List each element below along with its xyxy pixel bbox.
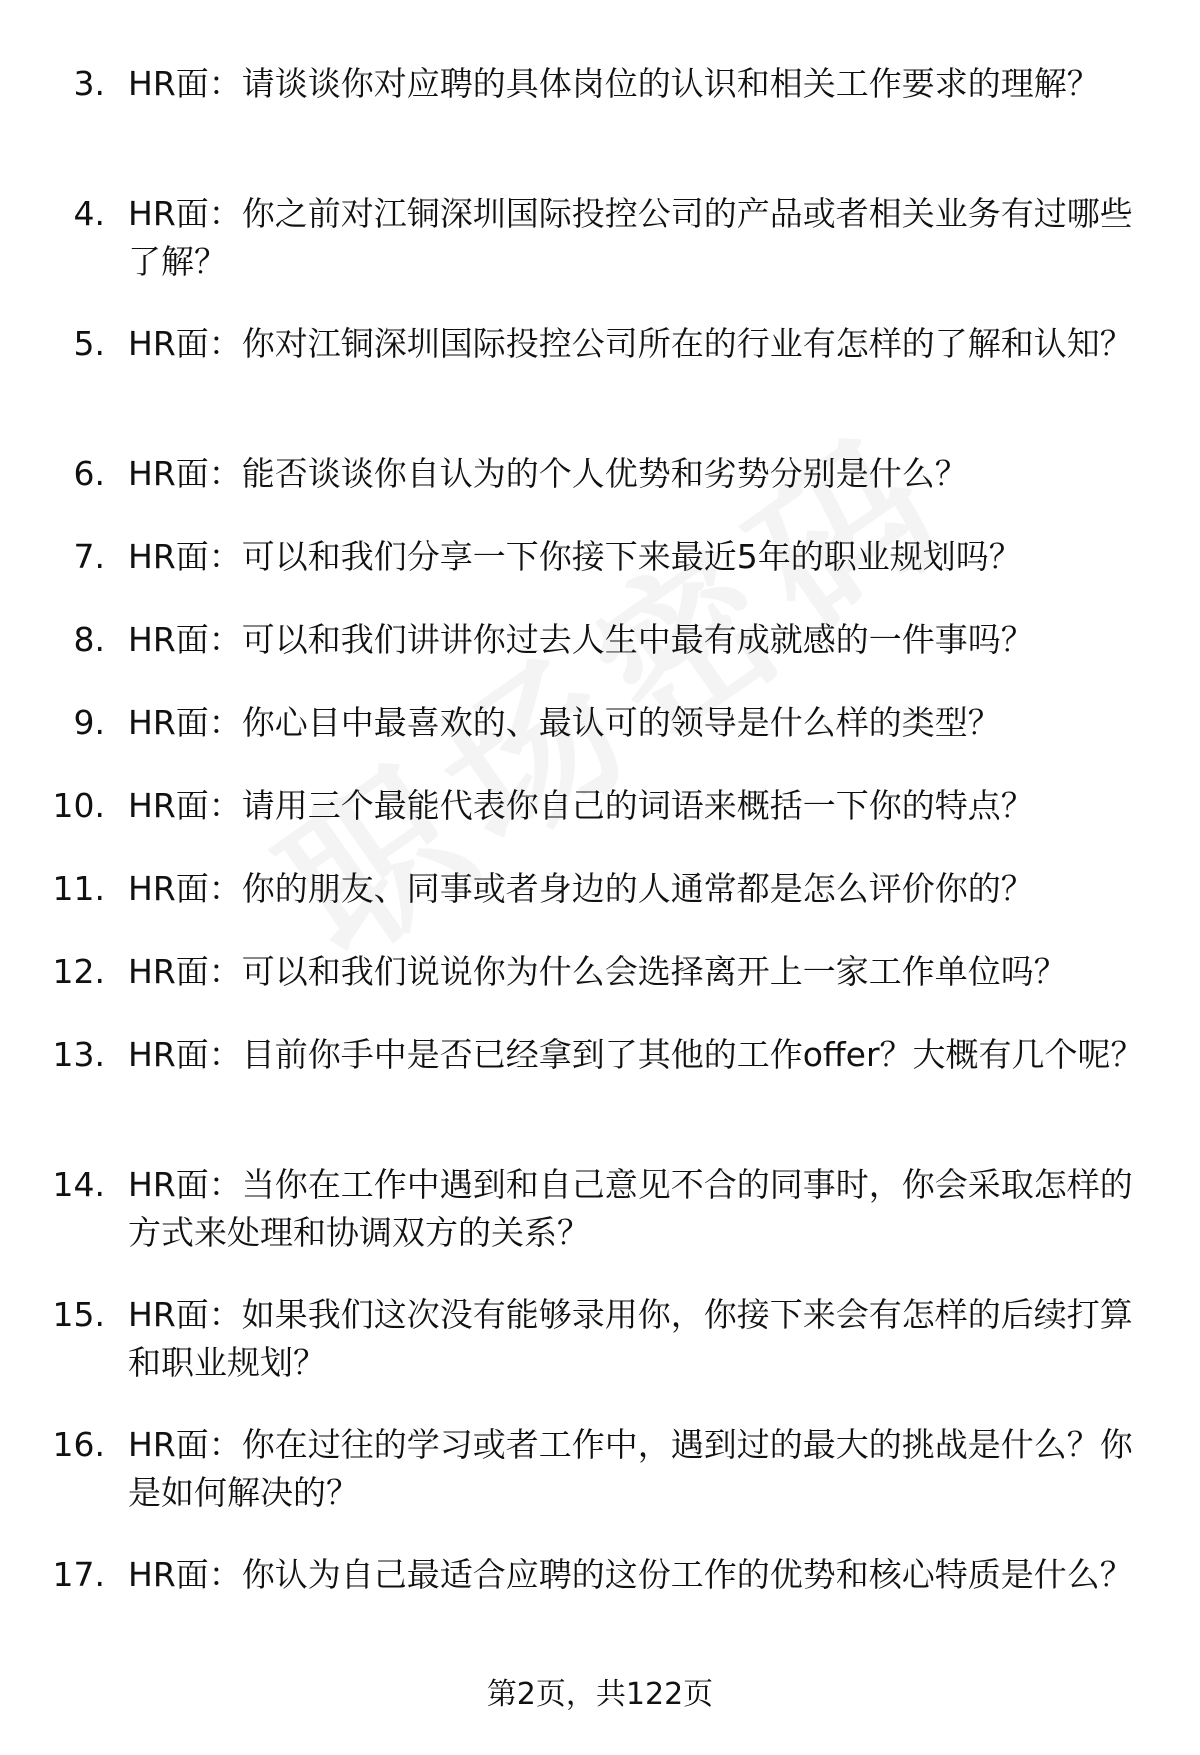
item-number: 5. <box>73 324 105 363</box>
item-number: 8. <box>73 620 105 659</box>
list-item <box>0 1031 1200 1161</box>
list-item <box>0 1551 1200 1681</box>
question-text: HR面：你在过往的学习或者工作中，遇到过的最大的挑战是什么？你是如何解决的？ <box>128 1425 1133 1512</box>
question-text: HR面：请谈谈你对应聘的具体岗位的认识和相关工作要求的理解？ <box>128 64 1100 103</box>
list-item <box>0 320 1200 450</box>
question-text: HR面：你心目中最喜欢的、最认可的领导是什么样的类型？ <box>128 703 1001 742</box>
question-list <box>0 60 1200 1681</box>
item-number: 13. <box>52 1035 105 1074</box>
question-text: HR面：你对江铜深圳国际投控公司所在的行业有怎样的了解和认知？ <box>128 324 1133 363</box>
page-footer: 第2页，共122页 <box>486 1677 714 1712</box>
question-text: HR面：你认为自己最适合应聘的这份工作的优势和核心特质是什么？ <box>128 1555 1133 1594</box>
item-number: 7. <box>73 537 105 576</box>
item-number: 17. <box>52 1555 105 1594</box>
list-item <box>0 190 1200 320</box>
list-item <box>0 616 1200 699</box>
list-item <box>0 450 1200 533</box>
question-text: HR面：请用三个最能代表你自己的词语来概括一下你的特点？ <box>128 786 1034 825</box>
item-number: 9. <box>73 703 105 742</box>
item-number: 15. <box>52 1295 105 1334</box>
question-text: HR面：目前你手中是否已经拿到了其他的工作offer？大概有几个呢？ <box>128 1035 1144 1074</box>
list-item <box>0 60 1200 190</box>
item-number: 11. <box>52 869 105 908</box>
question-text: HR面：当你在工作中遇到和自己意见不合的同事时，你会采取怎样的方式来处理和协调双方的关系？ <box>128 1165 1133 1252</box>
question-text: HR面：如果我们这次没有能够录用你，你接下来会有怎样的后续打算和职业规划？ <box>128 1295 1133 1382</box>
list-item <box>0 948 1200 1031</box>
item-number: 12. <box>52 952 105 991</box>
question-text: HR面：你的朋友、同事或者身边的人通常都是怎么评价你的？ <box>128 869 1034 908</box>
question-text: HR面：你之前对江铜深圳国际投控公司的产品或者相关业务有过哪些了解？ <box>128 194 1133 281</box>
item-number: 16. <box>52 1425 105 1464</box>
item-number: 10. <box>52 786 105 825</box>
list-item <box>0 1161 1200 1291</box>
list-item <box>0 1291 1200 1421</box>
list-item <box>0 533 1200 616</box>
item-number: 6. <box>73 454 105 493</box>
question-text: HR面：能否谈谈你自认为的个人优势和劣势分别是什么？ <box>128 454 968 493</box>
item-number: 3. <box>73 64 105 103</box>
list-item <box>0 782 1200 865</box>
item-number: 4. <box>73 194 105 233</box>
list-item <box>0 699 1200 782</box>
list-item <box>0 1421 1200 1551</box>
question-text: HR面：可以和我们分享一下你接下来最近5年的职业规划吗？ <box>128 537 1022 576</box>
item-number: 14. <box>52 1165 105 1204</box>
question-text: HR面：可以和我们讲讲你过去人生中最有成就感的一件事吗？ <box>128 620 1034 659</box>
question-text: HR面：可以和我们说说你为什么会选择离开上一家工作单位吗？ <box>128 952 1067 991</box>
list-item <box>0 865 1200 948</box>
